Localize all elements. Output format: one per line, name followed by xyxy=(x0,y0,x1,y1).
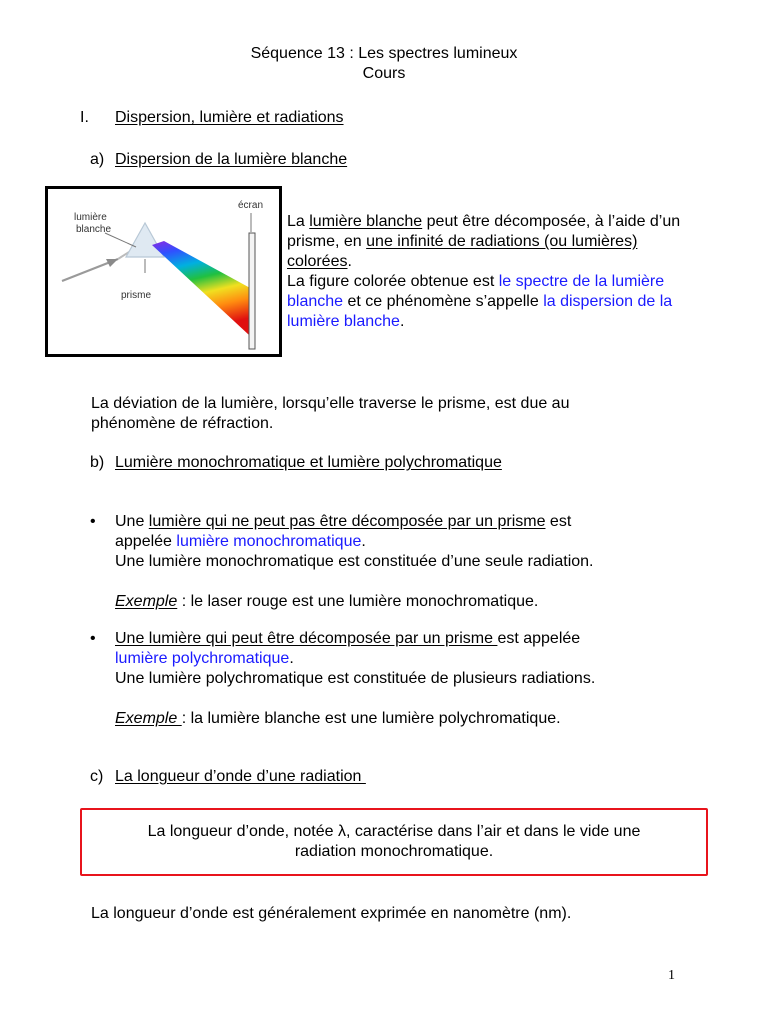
text-line: Une lumière monochromatique est constituée d’une seule radiation. xyxy=(115,553,594,570)
subsection-letter-a: a) xyxy=(90,151,105,168)
deviation-paragraph xyxy=(91,394,569,434)
label-blanche: blanche xyxy=(76,224,112,235)
subtitle-line: Cours xyxy=(362,65,406,82)
prism-dispersion-illustration xyxy=(48,189,279,354)
spectrum-fan xyxy=(152,241,252,335)
bullet-icon: • xyxy=(90,513,96,530)
text: . xyxy=(289,650,294,667)
section-numeral: I. xyxy=(80,109,89,126)
text: est xyxy=(545,513,572,530)
text-line: La déviation de la lumière, lorsqu’elle traverse le prisme, est due au xyxy=(91,395,570,412)
prism-figure xyxy=(45,186,282,357)
text: peut être décomposée, à l’aide d’un xyxy=(422,213,681,230)
polychromatic-block xyxy=(115,629,735,729)
underlined-term: lumière blanche xyxy=(309,213,423,230)
text-line: Une lumière polychromatique est constituée de plusieurs radiations. xyxy=(115,670,596,687)
text: prisme, en xyxy=(287,233,367,250)
underlined-term: lumière qui ne peut pas être décomposée par un prisme xyxy=(148,513,546,530)
example-text: : la lumière blanche est une lumière polychromatique. xyxy=(181,710,561,727)
prism-shape xyxy=(126,223,164,257)
label-ecran: écran xyxy=(238,200,264,211)
subsection-heading-c: La longueur d’onde d’une radiation xyxy=(115,768,366,785)
text: La figure colorée obtenue est xyxy=(287,273,499,290)
underlined-term: colorées xyxy=(287,253,348,270)
label-pointer xyxy=(105,233,136,247)
text-line: radiation monochromatique. xyxy=(294,843,494,860)
section-heading: Dispersion, lumière et radiations xyxy=(115,109,344,126)
text: . xyxy=(347,253,352,270)
highlighted-term: lumière polychromatique xyxy=(115,650,290,667)
underlined-term: une infinité de radiations (ou lumières) xyxy=(366,233,638,250)
example-label: Exemple xyxy=(115,593,178,610)
definition-text xyxy=(82,822,706,862)
highlighted-term: la dispersion de la xyxy=(543,293,673,310)
text: . xyxy=(399,313,405,330)
label-prisme: prisme xyxy=(121,290,152,301)
highlighted-term: le spectre de la lumière xyxy=(498,273,665,290)
example-label: Exemple xyxy=(115,710,182,727)
text: La xyxy=(287,213,310,230)
bullet-icon: • xyxy=(90,630,96,647)
subsection-heading-b: Lumière monochromatique et lumière polychromatique xyxy=(115,454,502,471)
title-line: Séquence 13 : Les spectres lumineux xyxy=(250,45,518,62)
text: est appelée xyxy=(497,630,581,647)
subsection-heading-a: Dispersion de la lumière blanche xyxy=(115,151,348,168)
text: appelée xyxy=(115,533,177,550)
unit-paragraph: La longueur d’onde est généralement exprimée en nanomètre (nm). xyxy=(91,905,572,922)
highlighted-term: lumière monochromatique xyxy=(176,533,362,550)
highlighted-term: blanche xyxy=(287,293,344,310)
page-number: 1 xyxy=(668,968,675,983)
text: Une xyxy=(115,513,149,530)
monochromatic-block xyxy=(115,512,735,612)
text: . xyxy=(361,533,366,550)
highlighted-term: lumière blanche xyxy=(287,313,400,330)
subsection-letter-b: b) xyxy=(90,454,105,471)
screen-shape xyxy=(249,233,255,349)
underlined-term: Une lumière qui peut être décomposée par un prisme xyxy=(115,630,498,647)
text: et ce phénomène s’appelle xyxy=(343,293,544,310)
dispersion-paragraph xyxy=(287,212,737,332)
example-text: : le laser rouge est une lumière monochromatique. xyxy=(177,593,539,610)
label-lumiere: lumière xyxy=(74,212,107,223)
text-line: La longueur d’onde, notée λ, caractérise dans l’air et dans le vide une xyxy=(147,823,641,840)
text-line: phénomène de réfraction. xyxy=(91,415,274,432)
subsection-letter-c: c) xyxy=(90,768,104,785)
document-title xyxy=(0,44,768,84)
